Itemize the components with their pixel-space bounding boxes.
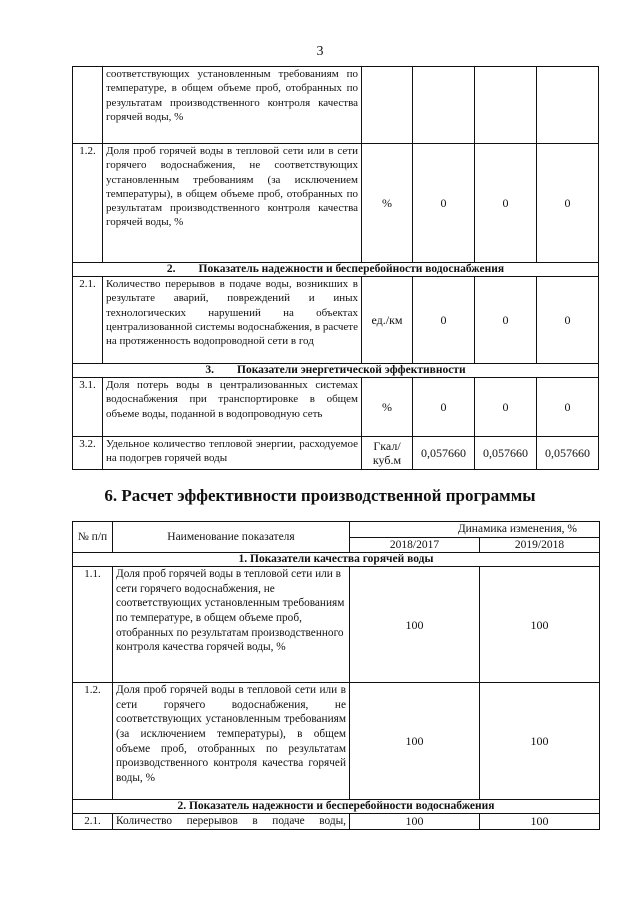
unit-cell: Гкал/ куб.м [362, 437, 413, 470]
efficiency-table [72, 521, 600, 830]
column-header-year: 2019/2018 [480, 538, 600, 553]
value-cell: 0,057660 [413, 437, 475, 470]
table-row [73, 683, 600, 800]
section-row [73, 364, 599, 378]
indicator-name: Доля проб горячей воды в тепловой сети или в сети горячего водоснабжения, не соответствующих установленным требованиям (за исключением температуры), в общем объеме проб, отобранных по результатам производственного контроля качества горячей воды, % [103, 144, 362, 263]
section-title: Показатели энергетической эффективности [237, 364, 466, 376]
table-row [73, 814, 600, 829]
indicator-name: Удельное количество тепловой энергии, расходуемое на подогрев горячей воды [103, 437, 362, 470]
row-number: 2.1. [73, 277, 103, 364]
column-header-name: Наименование показателя [113, 522, 350, 553]
section-title: 2. Показатель надежности и бесперебойности водоснабжения [73, 800, 600, 814]
indicator-name: соответствующих установленным требованиям по температуре, в общем объеме проб, отобранных по результатам производственного контроля качества горячей воды, % [103, 67, 362, 144]
section-row [73, 553, 600, 567]
row-number: 1.2. [73, 683, 113, 800]
row-number: 2.1. [73, 814, 113, 829]
column-header-number: № п/п [73, 522, 113, 553]
value-cell: 0,057660 [475, 437, 537, 470]
value-cell: 0 [537, 144, 599, 263]
indicator-name: Количество перерывов в подаче воды, [113, 814, 350, 829]
page-number: 3 [316, 44, 324, 59]
value-cell: 100 [350, 567, 480, 683]
table-row [73, 378, 599, 437]
column-header-year: 2018/2017 [350, 538, 480, 553]
indicator-name: Доля проб горячей воды в тепловой сети или в сети горячего водоснабжения, не соответствующих установленным требованиям (за исключением температуры), в общем объеме проб, отобранных по результатам производственного контроля качества горячей воды, % [113, 683, 350, 800]
row-number: 3.1. [73, 378, 103, 437]
section-number: 3. [205, 364, 215, 376]
value-cell: 100 [480, 683, 600, 800]
indicators-table [72, 66, 599, 470]
value-cell: 0 [537, 378, 599, 437]
value-cell: 0 [475, 378, 537, 437]
section-title: Показатель надежности и бесперебойности водоснабжения [198, 263, 505, 275]
unit-cell: ед./км [362, 277, 413, 364]
table-row [73, 67, 599, 144]
row-number: 1.1. [73, 567, 113, 683]
row-number: 1.2. [73, 144, 103, 263]
value-cell: 100 [350, 683, 480, 800]
value-cell: 0 [413, 277, 475, 364]
table-row [73, 567, 600, 683]
indicator-name: Количество перерывов в подаче воды, возникших в результате аварий, повреждений и иных технологических нарушений на объектах централизованной системы водоснабжения, в расчете на протяженность водопроводной сети в год [103, 277, 362, 364]
column-header-dynamics: Динамика изменения, % [350, 522, 600, 538]
table-row [73, 144, 599, 263]
section-row [73, 800, 600, 814]
section-title: 1. Показатели качества горячей воды [73, 553, 600, 567]
unit-cell: % [362, 144, 413, 263]
value-cell: 0 [537, 277, 599, 364]
table-row [73, 277, 599, 364]
indicator-name: Доля проб горячей воды в тепловой сети или в сети горячего водоснабжения, не соответствующих установленным требованиям по температуре, в общем объеме проб, отобранных по результатам производственного контроля качества горячей воды, % [113, 567, 350, 683]
value-cell: 0,057660 [537, 437, 599, 470]
value-cell: 0 [475, 277, 537, 364]
section-row [73, 263, 599, 277]
value-cell: 0 [475, 144, 537, 263]
value-cell: 100 [350, 814, 480, 829]
table-row [73, 437, 599, 470]
header-row [73, 522, 600, 538]
section-number: 2. [166, 263, 176, 275]
row-number [73, 67, 103, 144]
value-cell: 0 [413, 144, 475, 263]
unit-cell: % [362, 378, 413, 437]
section-heading: 6. Расчет эффективности производственной программы [104, 486, 536, 505]
row-number: 3.2. [73, 437, 103, 470]
indicator-name: Доля потерь воды в централизованных системах водоснабжения при транспортировке в общем объеме воды, поданной в водопроводную сеть [103, 378, 362, 437]
value-cell: 0 [413, 378, 475, 437]
value-cell: 100 [480, 814, 600, 829]
value-cell: 100 [480, 567, 600, 683]
